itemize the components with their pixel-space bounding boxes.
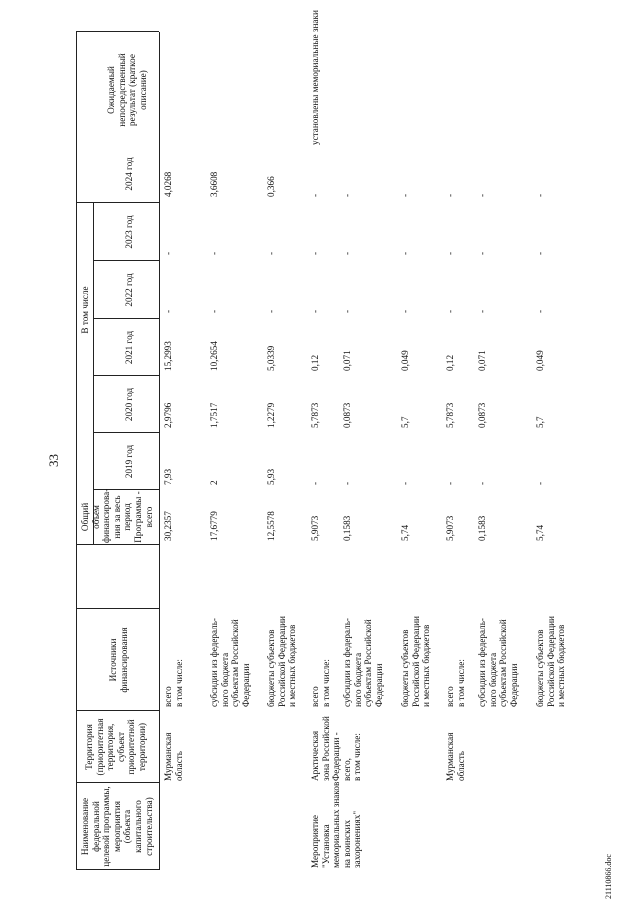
- block3-territory: Мурманская область: [445, 732, 466, 781]
- block1-row3-y2020: 1,2279: [266, 402, 276, 428]
- block3-row1-y2022: -: [445, 309, 455, 313]
- block1-row2-total: 17,6779: [209, 511, 219, 541]
- table-top-border: [76, 32, 77, 870]
- block3-row2-y2019: -: [477, 481, 487, 485]
- block1-row2-source: субсидии из федераль- ного бюджета субъектам Российской Федерации: [209, 618, 251, 707]
- block2-row2-y2020: 0,0873: [342, 402, 352, 428]
- block3-row3-total: 5,74: [535, 524, 545, 541]
- header-bottom-border: [159, 32, 160, 870]
- col-border: [93, 260, 159, 261]
- block3-row2-y2023: -: [477, 251, 487, 255]
- block2-row1-y2024: -: [310, 193, 320, 197]
- header-year-2022: 2022 год: [124, 273, 134, 307]
- col-border: [76, 782, 159, 783]
- block2-row3-y2021: 0,049: [400, 350, 410, 371]
- block1-row3-total: 12,5578: [266, 511, 276, 541]
- block1-row2-y2023: -: [209, 251, 219, 255]
- footer-file-name: 21110866.doc: [604, 854, 613, 899]
- block3-row2-y2020: 0,0873: [477, 402, 487, 428]
- col-border: [93, 375, 159, 376]
- header-territory: Территория (приоритетная территория, субъект приоритетной территории): [84, 718, 147, 776]
- block1-row1-y2023: -: [163, 251, 173, 255]
- block2-row3-y2023: -: [400, 251, 410, 255]
- block1-row1-y2021: 15,2993: [163, 341, 173, 371]
- block2-expected-result: установлены мемориальные знаки: [310, 10, 320, 145]
- block1-row2-y2021: 10,2654: [209, 341, 219, 371]
- block3-row2-y2021: 0,071: [477, 350, 487, 371]
- block3-row3-y2024: -: [535, 193, 545, 197]
- block3-row3-y2023: -: [535, 251, 545, 255]
- col-border: [76, 31, 159, 32]
- header-sources: Источники финансирования: [108, 627, 129, 693]
- header-year-2019: 2019 год: [124, 444, 134, 479]
- block2-row2-total: 0,1583: [342, 515, 352, 541]
- block3-row1-y2020: 5,7873: [445, 402, 455, 428]
- block2-row2-y2022: -: [342, 309, 352, 313]
- block1-row3-y2022: -: [266, 309, 276, 313]
- header-year-2020: 2020 год: [124, 387, 134, 422]
- block2-row1-total: 5,9073: [310, 515, 320, 541]
- header-program-name: Наименование федеральной целевой программы, мероприятия (объекта капитального строительства): [80, 786, 154, 867]
- block3-row2-y2022: -: [477, 309, 487, 313]
- block2-row1-y2022: -: [310, 309, 320, 313]
- col-border: [76, 710, 159, 711]
- block3-row1-y2019: -: [445, 481, 455, 485]
- block1-row2-y2024: 3,6608: [209, 171, 219, 197]
- page-number: 33: [46, 454, 61, 467]
- header-expected-result: Ожидаемый непосредственный результат (краткое описание): [106, 53, 148, 127]
- block1-row2-y2020: 1,7517: [209, 402, 219, 428]
- block1-territory: Мурманская область: [163, 732, 184, 781]
- header-year-2024: 2024 год: [124, 157, 134, 191]
- block2-territory: Арктическая зона Российской Федерации - всего, в том числе:: [310, 716, 363, 781]
- block3-row3-y2019: -: [535, 481, 545, 485]
- block2-program-name: Мероприятие "Установка мемориальных знаков на воинских захоронениях": [310, 781, 363, 868]
- block3-row3-y2021: 0,049: [535, 350, 545, 371]
- block2-row2-source: субсидии из федераль- ного бюджета субъектам Российской Федерации: [342, 618, 384, 707]
- col-border: [93, 432, 159, 433]
- block3-row1-total: 5,9073: [445, 515, 455, 541]
- block2-row3-y2022: -: [400, 309, 410, 313]
- block3-row2-source: субсидии из федераль- ного бюджета субъектам Российской Федерации: [477, 618, 519, 707]
- block1-row3-y2019: 5,93: [266, 468, 276, 485]
- block1-row1-y2022: -: [163, 309, 173, 313]
- block2-row3-y2019: -: [400, 481, 410, 485]
- block2-row2-y2019: -: [342, 481, 352, 485]
- block1-row1-source: всего в том числе:: [163, 659, 184, 707]
- block1-row2-y2022: -: [209, 309, 219, 313]
- block1-row1-y2019: 7,93: [163, 468, 173, 485]
- block2-row3-y2020: 5,7: [400, 416, 410, 428]
- block1-row1-y2020: 2,9796: [163, 402, 173, 428]
- block3-row1-y2024: -: [445, 193, 455, 197]
- block1-row1-total: 30,2357: [163, 511, 173, 541]
- col-border: [76, 608, 159, 609]
- block3-row3-source: бюджеты субъектов Российской Федерации и местных бюджетов: [535, 616, 567, 707]
- block1-row3-source: бюджеты субъектов Российской Федерации и местных бюджетов: [266, 616, 298, 707]
- block2-row3-total: 5,74: [400, 524, 410, 541]
- header-total-volume: Общий объем финансирова- ния за весь период Программы - всего: [80, 488, 154, 543]
- block2-row3-y2024: -: [400, 193, 410, 197]
- block1-row3-y2021: 5,0339: [266, 345, 276, 371]
- block1-row2-y2019: 2: [209, 480, 219, 485]
- block3-row1-source: всего в том числе:: [445, 659, 466, 707]
- block2-row2-y2023: -: [342, 251, 352, 255]
- block1-row1-y2024: 4,0268: [163, 171, 173, 197]
- block2-row3-source: бюджеты субъектов Российской Федерации и местных бюджетов: [400, 616, 432, 707]
- header-year-2021: 2021 год: [124, 330, 134, 365]
- block2-row2-y2021: 0,071: [342, 350, 352, 371]
- block2-row1-y2019: -: [310, 481, 320, 485]
- block1-row3-y2023: -: [266, 251, 276, 255]
- col-border: [76, 869, 159, 870]
- block2-row1-y2023: -: [310, 251, 320, 255]
- block2-row1-y2021: 0,12: [310, 354, 320, 371]
- col-border: [93, 318, 159, 319]
- block3-row3-y2020: 5,7: [535, 416, 545, 428]
- block3-row1-y2023: -: [445, 251, 455, 255]
- col-border: [76, 202, 159, 203]
- block3-row1-y2021: 0,12: [445, 354, 455, 371]
- block3-row2-total: 0,1583: [477, 515, 487, 541]
- header-in-total: В том числе: [80, 286, 90, 334]
- header-year-2023: 2023 год: [124, 215, 134, 249]
- block1-row3-y2024: 0,366: [266, 176, 276, 197]
- col-border: [76, 544, 159, 545]
- block3-row2-y2024: -: [477, 193, 487, 197]
- block3-row3-y2022: -: [535, 309, 545, 313]
- block2-row1-source: всего в том числе:: [310, 659, 331, 707]
- block2-row1-y2020: 5,7873: [310, 402, 320, 428]
- block2-row2-y2024: -: [342, 193, 352, 197]
